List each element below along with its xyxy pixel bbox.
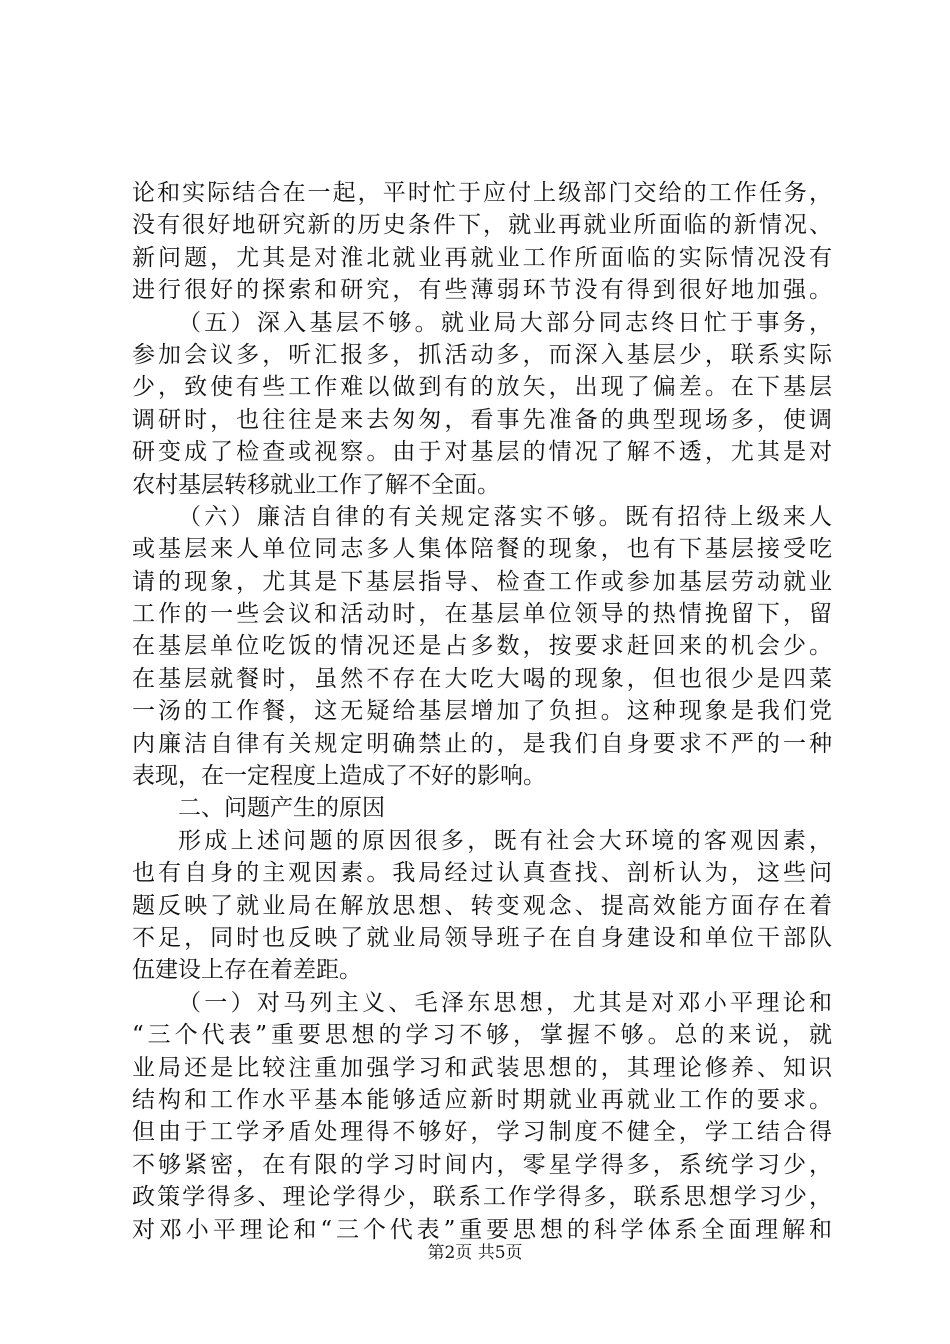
text-line: 内廉洁自律有关规定明确禁止的，是我们自身要求不严的一种 (132, 730, 832, 757)
text-line: 不足，同时也反映了就业局领导班子在自身建设和单位干部队 (132, 924, 832, 951)
text-line: 不够紧密，在有限的学习时间内，零星学得多，系统学习少， (132, 1151, 832, 1178)
text-line: 工作的一些会议和活动时，在基层单位领导的热情挽留下，留 (132, 601, 832, 628)
text-line: 一汤的工作餐，这无疑给基层增加了负担。这种现象是我们党 (132, 698, 832, 725)
text-line: 政策学得多、理论学得少，联系工作学得多，联系思想学习少， (132, 1184, 832, 1211)
text-line: 少，致使有些工作难以做到有的放矢，出现了偏差。在下基层 (132, 374, 832, 401)
paragraph-start-line: （五）深入基层不够。就业局大部分同志终日忙于事务， (178, 309, 832, 336)
text-line: 伍建设上存在着差距。 (132, 957, 362, 984)
paragraph-start-line: （一）对马列主义、毛泽东思想，尤其是对邓小平理论和 (178, 989, 832, 1016)
text-line: 请的现象，尤其是下基层指导、检查工作或参加基层劳动就业 (132, 568, 832, 595)
text-line: 参加会议多，听汇报多，抓活动多，而深入基层少，联系实际 (132, 341, 832, 368)
text-line: 调研时，也往往是来去匆匆，看事先准备的典型现场多，使调 (132, 406, 832, 433)
text-line: 没有很好地研究新的历史条件下，就业再就业所面临的新情况、 (132, 212, 832, 239)
text-line: “三个代表”重要思想的学习不够，掌握不够。总的来说，就 (132, 1022, 832, 1049)
text-line: 论和实际结合在一起，平时忙于应付上级部门交给的工作任务， (132, 180, 832, 206)
text-line: 研变成了检查或视察。由于对基层的情况了解不透，尤其是对 (132, 439, 832, 466)
text-line: 结构和工作水平基本能够适应新时期就业再就业工作的要求。 (132, 1086, 832, 1113)
text-line: 但由于工学矛盾处理得不够好，学习制度不健全，学工结合得 (132, 1119, 832, 1146)
text-line: 农村基层转移就业工作了解不全面。 (132, 471, 500, 498)
text-line: 业局还是比较注重加强学习和武装思想的，其理论修养、知识 (132, 1054, 832, 1081)
paragraph-start-line: （六）廉洁自律的有关规定落实不够。既有招待上级来人 (178, 503, 832, 530)
paragraph-start-line: 形成上述问题的原因很多，既有社会大环境的客观因素， (178, 827, 832, 854)
section-heading: 二、问题产生的原因 (178, 795, 385, 822)
text-line: 进行很好的探索和研究，有些薄弱环节没有得到很好地加强。 (132, 277, 832, 304)
text-line: 表现，在一定程度上造成了不好的影响。 (132, 763, 546, 790)
page-number-footer: 第2页 共5页 (427, 1243, 523, 1263)
text-line: 或基层来人单位同志多人集体陪餐的现象，也有下基层接受吃 (132, 536, 832, 563)
text-line: 也有自身的主观因素。我局经过认真查找、剖析认为，这些问 (132, 860, 832, 887)
text-line: 对邓小平理论和“三个代表”重要思想的科学体系全面理解和 (132, 1216, 832, 1243)
document-body (132, 177, 832, 1246)
text-line: 题反映了就业局在解放思想、转变观念、提高效能方面存在着 (132, 892, 832, 919)
text-line: 新问题，尤其是对淮北就业再就业工作所面临的实际情况没有 (132, 244, 832, 271)
text-line: 在基层就餐时，虽然不存在大吃大喝的现象，但也很少是四菜 (132, 665, 832, 692)
text-line: 在基层单位吃饭的情况还是占多数，按要求赶回来的机会少。 (132, 633, 832, 660)
